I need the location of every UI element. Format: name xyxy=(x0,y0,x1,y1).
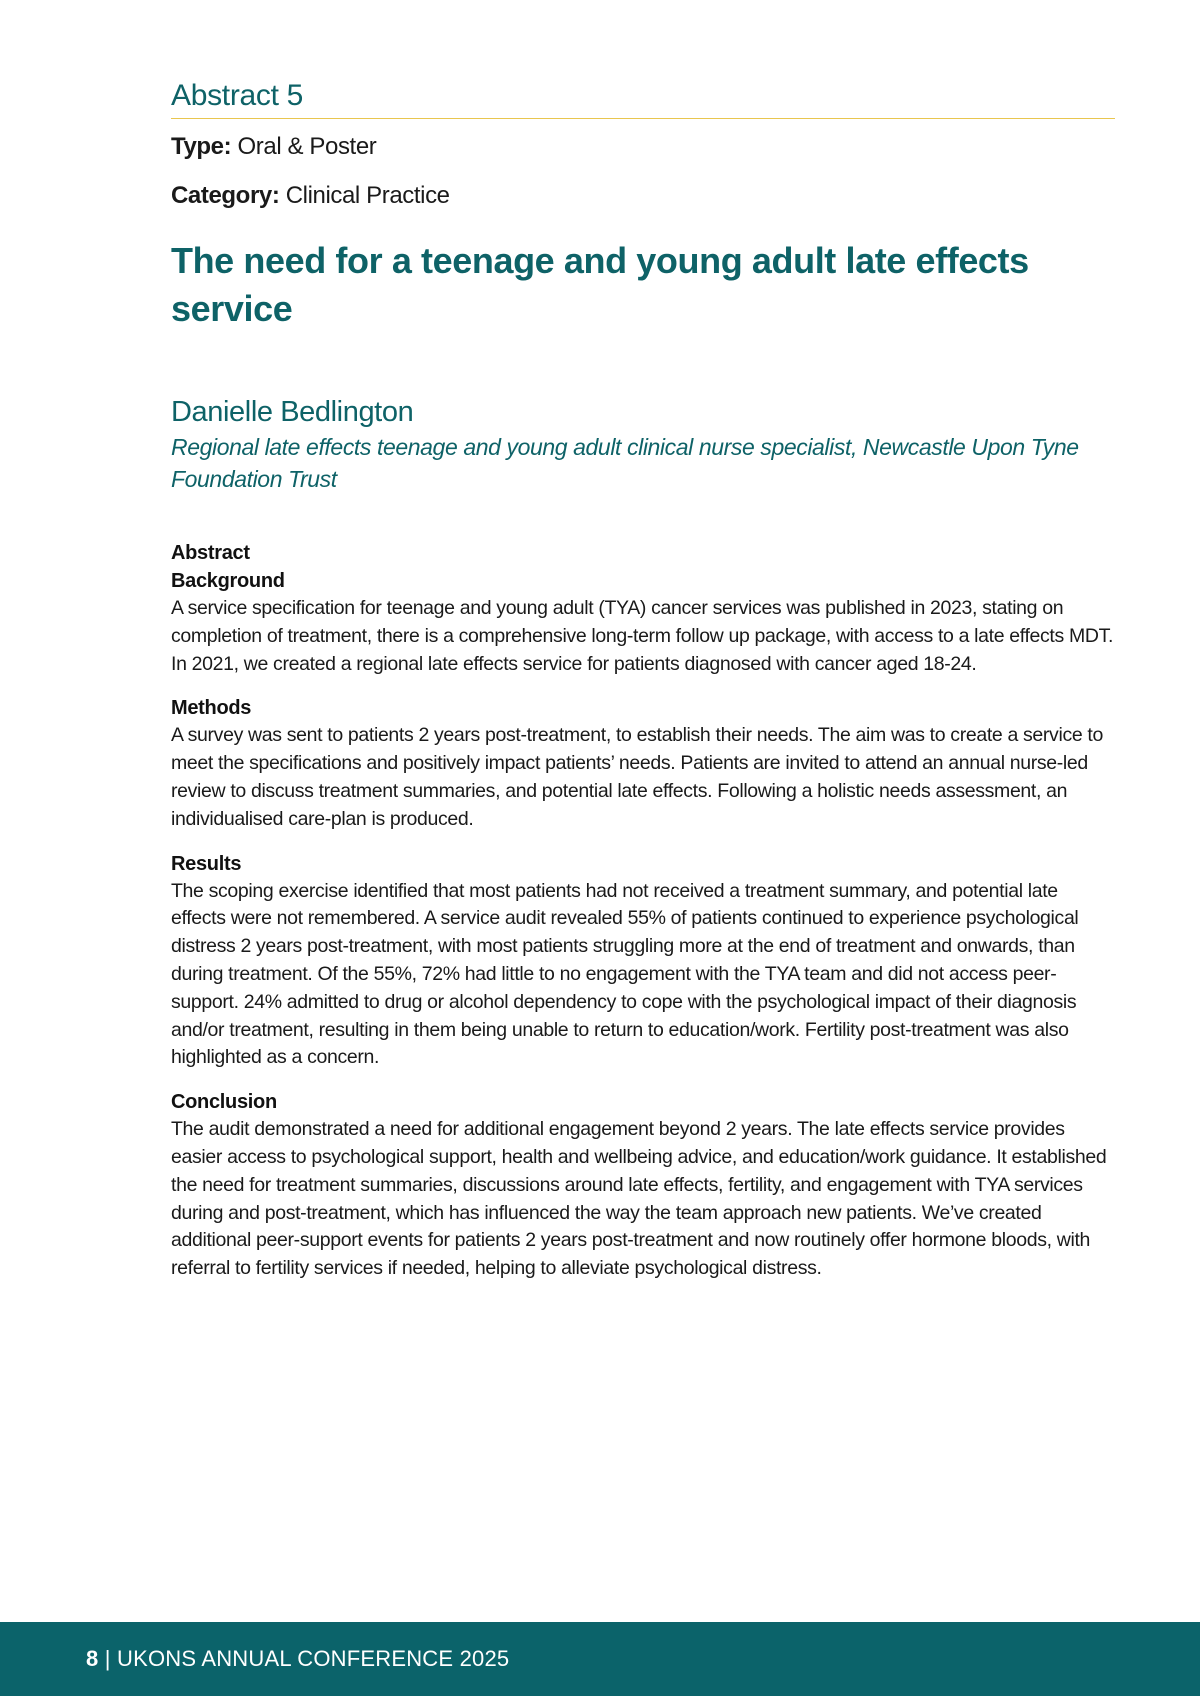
abstract-page xyxy=(171,78,1115,1283)
abstract-label: Abstract xyxy=(171,542,250,564)
conclusion-text: The audit demonstrated a need for additional engagement beyond 2 years. The late effects service provides easier access to psychological support, health and wellbeing advice, and education/work guidance. It established the need for treatment summaries, discussions around late effects, fertility, and engagement with TYA services during and post-treatment, which has influenced the way the team approach new patients. We’ve created additional peer-support events for patients 2 years post-treatment and now routinely offer hormone bloods, with referral to fertility services if needed, helping to alleviate psychological distress. xyxy=(171,1118,1107,1280)
page-number: 8 xyxy=(86,1646,99,1671)
category-value: Clinical Practice xyxy=(285,182,450,209)
conclusion-heading: Conclusion xyxy=(171,1091,277,1114)
results-text: The scoping exercise identified that most patients had not received a treatment summary, and potential late effects were not remembered. A service audit revealed 55% of patients continued to experience psychological distress 2 years post-treatment, with most patients struggling more at the end of treatment and onwards, than during treatment. Of the 55%, 72% had little to no engagement with the TYA team and did not access peer-support. 24% admitted to drug or alcohol dependency to cope with the psychological impact of their diagnosis and/or treatment, resulting in them being unable to return to education/work. Fertility post-treatment was also highlighted as a concern. xyxy=(171,879,1079,1069)
abstract-type xyxy=(171,132,1115,162)
methods-heading: Methods xyxy=(171,697,252,720)
page-footer xyxy=(0,1622,1200,1696)
footer-separator: | xyxy=(98,1646,117,1671)
author-affiliation: Regional late effects teenage and young adult clinical nurse specialist, Newcastle Upon Tyne Foundation Trust xyxy=(171,434,1079,492)
abstract-category xyxy=(171,181,1115,211)
background-heading: Background xyxy=(171,570,285,592)
methods-text: A survey was sent to patients 2 years post-treatment, to establish their needs. The aim was to create a service to meet the specifications and positively impact patients’ needs. Patients are invited to attend an annual nurse-led review to discuss treatment summaries, and potential late effects. Following a holistic needs assessment, an individualised care-plan is produced. xyxy=(171,724,1103,830)
type-value: Oral & Poster xyxy=(237,133,377,160)
author-name: Danielle Bedlington xyxy=(171,396,414,428)
footer-text xyxy=(86,1644,509,1674)
background-text: A service specification for teenage and young adult (TYA) cancer services was published in 2023, stating on completion of treatment, there is a comprehensive long-term follow up package, with access to a late effects MDT. In 2021, we created a regional late effects service for patients diagnosed with cancer aged 18-24. xyxy=(171,597,1114,675)
abstract-title: The need for a teenage and young adult late effects service xyxy=(171,240,1029,329)
conference-name: UKONS ANNUAL CONFERENCE 2025 xyxy=(116,1646,510,1671)
type-label: Type: xyxy=(171,133,232,160)
results-heading: Results xyxy=(171,852,242,875)
category-label: Category: xyxy=(171,182,280,209)
abstract-number: Abstract 5 xyxy=(171,78,1115,119)
